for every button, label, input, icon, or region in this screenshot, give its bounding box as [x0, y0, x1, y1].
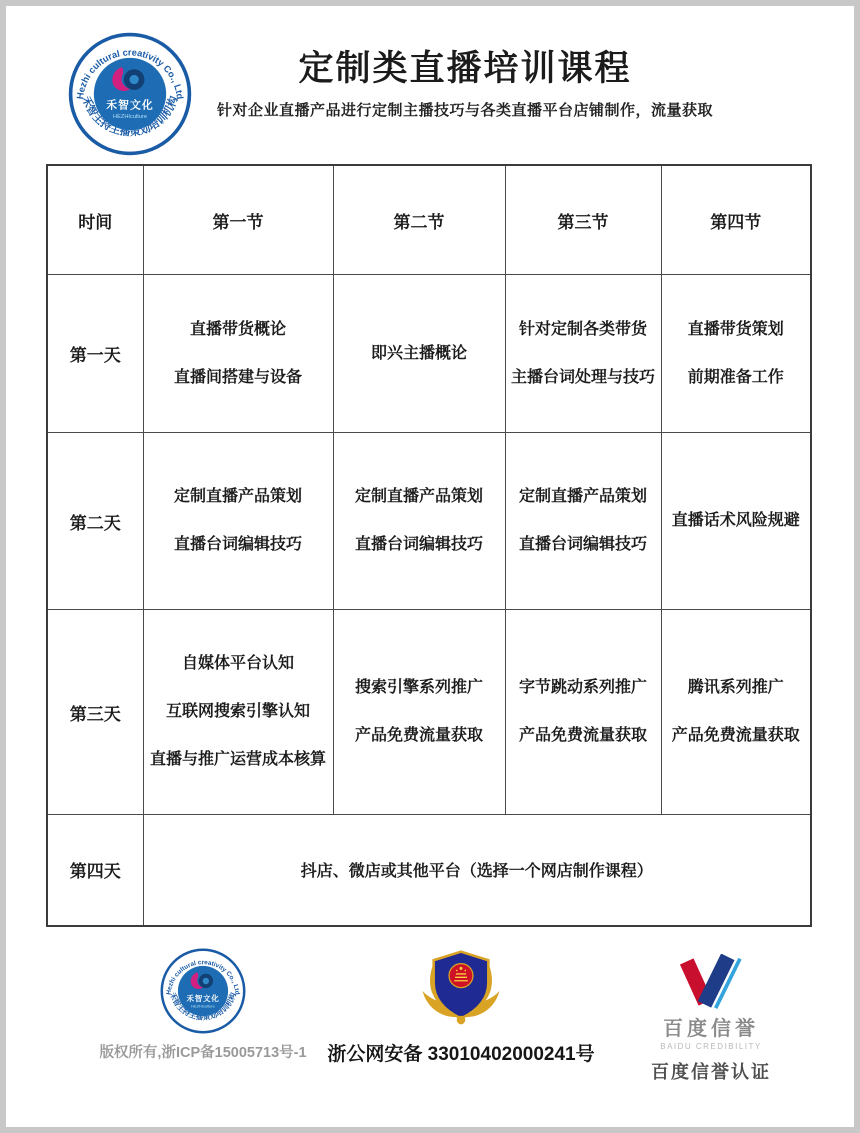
course-topic-line: 产品免费流量获取 — [354, 727, 483, 744]
baidu-credibility-caption: 百度信誉认证 — [651, 1062, 771, 1082]
document-header — [6, 6, 854, 158]
course-cell — [505, 433, 661, 610]
baidu-credibility-title-en: BAIDU CREDIBILITY — [660, 1042, 762, 1051]
course-topic-line: 即兴主播概论 — [370, 344, 467, 362]
police-badge-icon — [420, 948, 502, 1034]
course-topic-line: 直播台词编辑技巧 — [173, 536, 302, 553]
row-header-day: 第二天 — [47, 433, 143, 610]
course-cell — [661, 275, 811, 433]
copyright-block — [88, 948, 318, 1062]
table-row — [47, 610, 811, 815]
course-topic-line: 直播与推广运营成本核算 — [149, 751, 326, 768]
course-topic-line: 直播话术风险规避 — [671, 512, 800, 529]
column-header: 第一节 — [143, 165, 333, 275]
row-header-day: 第一天 — [47, 275, 143, 433]
course-topic-line: 直播带货策划 — [687, 320, 784, 338]
course-cell — [661, 433, 811, 610]
course-topic-line: 定制直播产品策划 — [354, 488, 483, 505]
document-footer — [6, 948, 854, 1098]
course-topic-line: 产品免费流量获取 — [518, 727, 647, 744]
course-topic-line: 腾讯系列推广 — [687, 679, 784, 696]
course-topic-line: 搜索引擎系列推广 — [354, 679, 483, 696]
title-block — [106, 50, 824, 120]
course-topic-line: 前期准备工作 — [687, 368, 784, 386]
course-cell-merged: 抖店、微店或其他平台（选择一个网店制作课程） — [143, 815, 811, 926]
course-topic-line: 直播台词编辑技巧 — [518, 536, 647, 553]
course-cell — [661, 610, 811, 815]
course-cell — [143, 275, 333, 433]
course-topic-line: 互联网搜索引擎认知 — [165, 703, 310, 720]
course-cell — [143, 610, 333, 815]
course-topic-line: 自媒体平台认知 — [181, 655, 294, 672]
course-topic-line: 直播间搭建与设备 — [173, 368, 302, 386]
company-seal-logo-small — [160, 948, 246, 1034]
icp-copyright-text: 版权所有,浙ICP备15005713号-1 — [99, 1045, 307, 1061]
page-subtitle: 针对企业直播产品进行定制主播技巧与各类直播平台店铺制作，流量获取 — [216, 101, 713, 119]
course-cell — [333, 433, 505, 610]
course-topic-line: 定制直播产品策划 — [173, 488, 302, 505]
course-topic-line: 产品免费流量获取 — [671, 727, 800, 744]
column-header: 第二节 — [333, 165, 505, 275]
course-topic-line: 直播带货概论 — [189, 320, 286, 338]
course-topic-line: 主播台词处理与技巧 — [510, 368, 655, 386]
document-page — [6, 6, 854, 1127]
course-topic-line: 定制直播产品策划 — [518, 488, 647, 505]
table-row — [47, 275, 811, 433]
course-cell — [143, 433, 333, 610]
course-cell — [505, 610, 661, 815]
course-schedule-table — [46, 164, 812, 927]
table-header-row — [47, 165, 811, 275]
course-cell — [333, 610, 505, 815]
police-registration-text: 浙公网安备 33010402000241号 — [327, 1044, 595, 1065]
column-header: 时间 — [47, 165, 143, 275]
baidu-credibility-title-cn: 百度信誉 — [663, 1018, 759, 1040]
row-header-day: 第四天 — [47, 815, 143, 926]
course-topic-line: 针对定制各类带货 — [518, 320, 647, 338]
column-header: 第四节 — [661, 165, 811, 275]
police-registration-block — [327, 948, 595, 1066]
course-cell — [333, 275, 505, 433]
baidu-credibility-check-icon — [673, 954, 749, 1010]
page-title: 定制类直播培训课程 — [298, 49, 632, 88]
course-topic-line: 直播台词编辑技巧 — [354, 536, 483, 553]
column-header: 第三节 — [505, 165, 661, 275]
baidu-credibility-block — [626, 954, 796, 1084]
course-topic-line: 字节跳动系列推广 — [518, 679, 647, 696]
table-row — [47, 815, 811, 926]
table-row — [47, 433, 811, 610]
row-header-day: 第三天 — [47, 610, 143, 815]
course-cell — [505, 275, 661, 433]
